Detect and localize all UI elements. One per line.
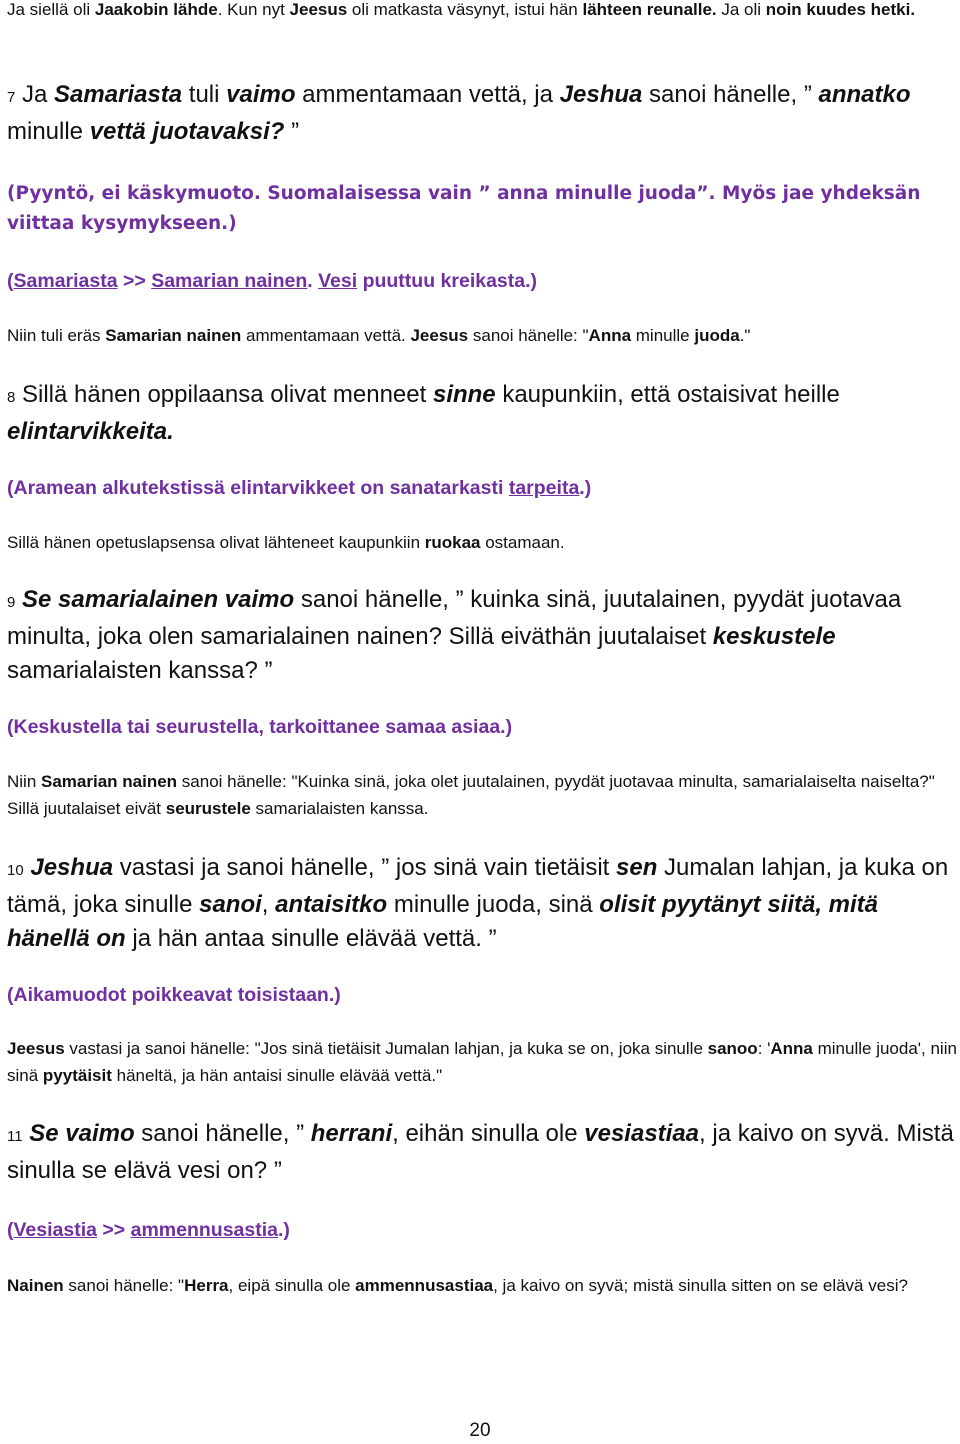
text-run: annatko bbox=[818, 81, 911, 108]
verse-10-note bbox=[7, 980, 957, 1010]
text-run: elintarvikkeita. bbox=[7, 418, 174, 445]
text-run: samarialaisten kanssa. bbox=[250, 799, 429, 818]
text-run: Niin tuli eräs bbox=[7, 326, 106, 345]
text-run: Se vaimo bbox=[29, 1120, 135, 1147]
text-run: keskustele bbox=[712, 623, 836, 650]
text-run: vaimo bbox=[226, 81, 296, 108]
verse-11-note bbox=[7, 1215, 957, 1245]
text-run: herrani bbox=[310, 1120, 393, 1147]
text-run: , eipä sinulla ole bbox=[228, 1276, 356, 1295]
verse-9-note bbox=[7, 712, 957, 742]
text-run: minulle juoda', niin sinä bbox=[7, 1039, 957, 1085]
text-run: , ja kaivo on syvä. Mistä sinulla se elävä vesi on? ” bbox=[7, 1120, 954, 1184]
text-run: Jeshua bbox=[30, 854, 114, 881]
text-run: Nainen bbox=[7, 1276, 64, 1295]
text-run: Sillä hänen opetuslapsensa olivat lähteneet kaupunkiin bbox=[7, 533, 425, 552]
text-run: Vesi bbox=[318, 270, 358, 292]
text-run: antaisitko bbox=[275, 891, 388, 918]
text-run: ( bbox=[7, 270, 14, 292]
verse-7-word-note bbox=[7, 266, 957, 296]
text-run: pyytäisit bbox=[42, 1066, 112, 1085]
text-run: ostamaan. bbox=[480, 533, 565, 552]
text-run: sen bbox=[616, 854, 658, 881]
text-run: tuli bbox=[182, 81, 227, 108]
text-run: ammentamaan vettä. bbox=[241, 326, 411, 345]
text-run: Ja siellä oli bbox=[7, 0, 95, 19]
text-run: , eihän sinulla ole bbox=[392, 1120, 585, 1147]
verse-10-reference bbox=[7, 1035, 957, 1089]
text-run: lähteen reunalle. bbox=[582, 0, 717, 19]
verse-number: 8 bbox=[7, 389, 16, 406]
text-run: Herra bbox=[184, 1276, 229, 1295]
text-run: . Kun nyt bbox=[217, 0, 290, 19]
text-run: noin kuudes hetki. bbox=[765, 0, 916, 19]
text-run: ." bbox=[739, 326, 751, 345]
text-run: Jeesus bbox=[410, 326, 469, 345]
text-run: sanoi hänelle: " bbox=[63, 1276, 185, 1295]
text-run: tarpeita bbox=[508, 477, 580, 499]
page-number: 20 bbox=[469, 1420, 491, 1441]
verse-11-translation bbox=[7, 1117, 957, 1188]
text-run: ( bbox=[7, 1219, 14, 1241]
text-run: ammennusastiaa bbox=[355, 1276, 494, 1295]
text-run: (Aikamuodot poikkeavat toisistaan.) bbox=[7, 984, 341, 1006]
text-run: Jumalan lahjan, ja kuka on tämä, joka sinulle bbox=[7, 854, 949, 918]
verse-11-reference bbox=[7, 1272, 957, 1299]
text-run: Anna bbox=[588, 326, 632, 345]
verse-8-reference bbox=[7, 529, 957, 556]
text-run: , ja kaivo on syvä; mistä sinulla sitten on se elävä vesi? bbox=[493, 1276, 908, 1295]
text-run: Samarian nainen bbox=[151, 270, 308, 292]
text-run: vastasi ja sanoi hänelle: "Jos sinä tietäisit Jumalan lahjan, ja kuka se on, joka sinulle bbox=[64, 1039, 708, 1058]
text-run: , bbox=[261, 891, 276, 918]
text-run: Ja bbox=[15, 81, 55, 108]
verse-7-reference bbox=[7, 322, 957, 349]
text-run: .) bbox=[579, 477, 592, 499]
verse-10-translation bbox=[7, 851, 957, 956]
text-run: Anna bbox=[770, 1039, 813, 1058]
text-run: Samarian nainen bbox=[105, 326, 242, 345]
verse-number: 9 bbox=[7, 594, 16, 611]
text-run: minulle bbox=[631, 326, 695, 345]
text-run: olisit pyytänyt siitä, mitä hänellä on bbox=[7, 891, 879, 952]
text-run: Se samarialainen vaimo bbox=[22, 586, 295, 613]
text-run: Ja oli bbox=[716, 0, 766, 19]
verse-9-translation bbox=[7, 583, 957, 688]
text-run: kaupunkiin, että ostaisivat heille bbox=[495, 381, 840, 408]
text-run: Samarian nainen bbox=[41, 772, 178, 791]
text-run: (Keskustella tai seurustella, tarkoittanee samaa asiaa.) bbox=[7, 716, 513, 738]
text-run: Jaakobin lähde bbox=[94, 0, 218, 19]
text-run: (Pyyntö, ei käskymuoto. Suomalaisessa vain ” anna minulle juoda”. Myös jae yhdeksän viittaa kysymykseen.) bbox=[7, 183, 921, 234]
text-run: ” bbox=[284, 118, 300, 145]
text-run: häneltä, ja hän antaisi sinulle elävää vettä." bbox=[111, 1066, 443, 1085]
text-run: ammentamaan vettä, ja bbox=[295, 81, 560, 108]
verse-6-narrative bbox=[7, 0, 957, 23]
text-run: sanoo bbox=[707, 1039, 758, 1058]
text-run: vettä juotavaksi? bbox=[89, 118, 285, 145]
verse-8-translation bbox=[7, 378, 957, 449]
text-run: Samariasta bbox=[13, 270, 118, 292]
text-run: sinne bbox=[432, 381, 496, 408]
text-run: sanoi hänelle, ” kuinka sinä, juutalainen, pyydät juotavaa minulta, joka olen samarialainen nainen? Sillä eiväthän juutalaiset bbox=[7, 586, 902, 650]
verse-number: 10 bbox=[7, 862, 24, 879]
verse-7-note bbox=[7, 179, 957, 239]
text-run: juoda bbox=[694, 326, 740, 345]
verse-8-note bbox=[7, 473, 957, 503]
text-run bbox=[15, 586, 22, 613]
text-run: .) bbox=[278, 1219, 290, 1241]
text-run: ruokaa bbox=[424, 533, 481, 552]
text-run: oli matkasta väsynyt, istui hän bbox=[347, 0, 583, 19]
text-run: >> bbox=[117, 270, 152, 292]
text-run: Samariasta bbox=[54, 81, 183, 108]
text-run: sanoi hänelle, ” bbox=[134, 1120, 311, 1147]
text-run: : ' bbox=[757, 1039, 771, 1058]
text-run: seurustele bbox=[165, 799, 251, 818]
text-run: Vesiastia bbox=[13, 1219, 97, 1241]
text-run: samarialaisten kanssa? ” bbox=[7, 657, 273, 684]
text-run: (Aramean alkutekstissä elintarvikkeet on sanatarkasti bbox=[7, 477, 509, 499]
text-run: puuttuu kreikasta.) bbox=[357, 270, 538, 292]
text-run: minulle juoda, sinä bbox=[387, 891, 600, 918]
text-run: >> bbox=[96, 1219, 131, 1241]
text-run: vesiastiaa bbox=[584, 1120, 700, 1147]
text-run: Sillä hänen oppilaansa olivat menneet bbox=[15, 381, 433, 408]
verse-7-translation bbox=[7, 78, 957, 149]
text-run: sanoi hänelle, ” bbox=[642, 81, 819, 108]
verse-9-reference bbox=[7, 768, 957, 822]
text-run: Jeshua bbox=[559, 81, 643, 108]
text-run: ja hän antaa sinulle elävää vettä. ” bbox=[125, 925, 497, 952]
text-run: sanoi hänelle: " bbox=[468, 326, 589, 345]
text-run: Niin bbox=[7, 772, 42, 791]
text-run: vastasi ja sanoi hänelle, ” jos sinä vain tietäisit bbox=[113, 854, 616, 881]
text-run: Jeesus bbox=[289, 0, 348, 19]
text-run: sanoi hänelle: "Kuinka sinä, joka olet juutalainen, pyydät juotavaa minulta, samarialaiselta naiselta?" Sillä juutalaiset eivät bbox=[7, 772, 935, 818]
text-run: minulle bbox=[7, 118, 90, 145]
text-run: . bbox=[307, 270, 319, 292]
text-run: ammennusastia bbox=[130, 1219, 279, 1241]
text-run: Jeesus bbox=[7, 1039, 65, 1058]
verse-number: 7 bbox=[7, 89, 16, 106]
text-run: sanoi bbox=[199, 891, 262, 918]
verse-number: 11 bbox=[7, 1128, 23, 1145]
